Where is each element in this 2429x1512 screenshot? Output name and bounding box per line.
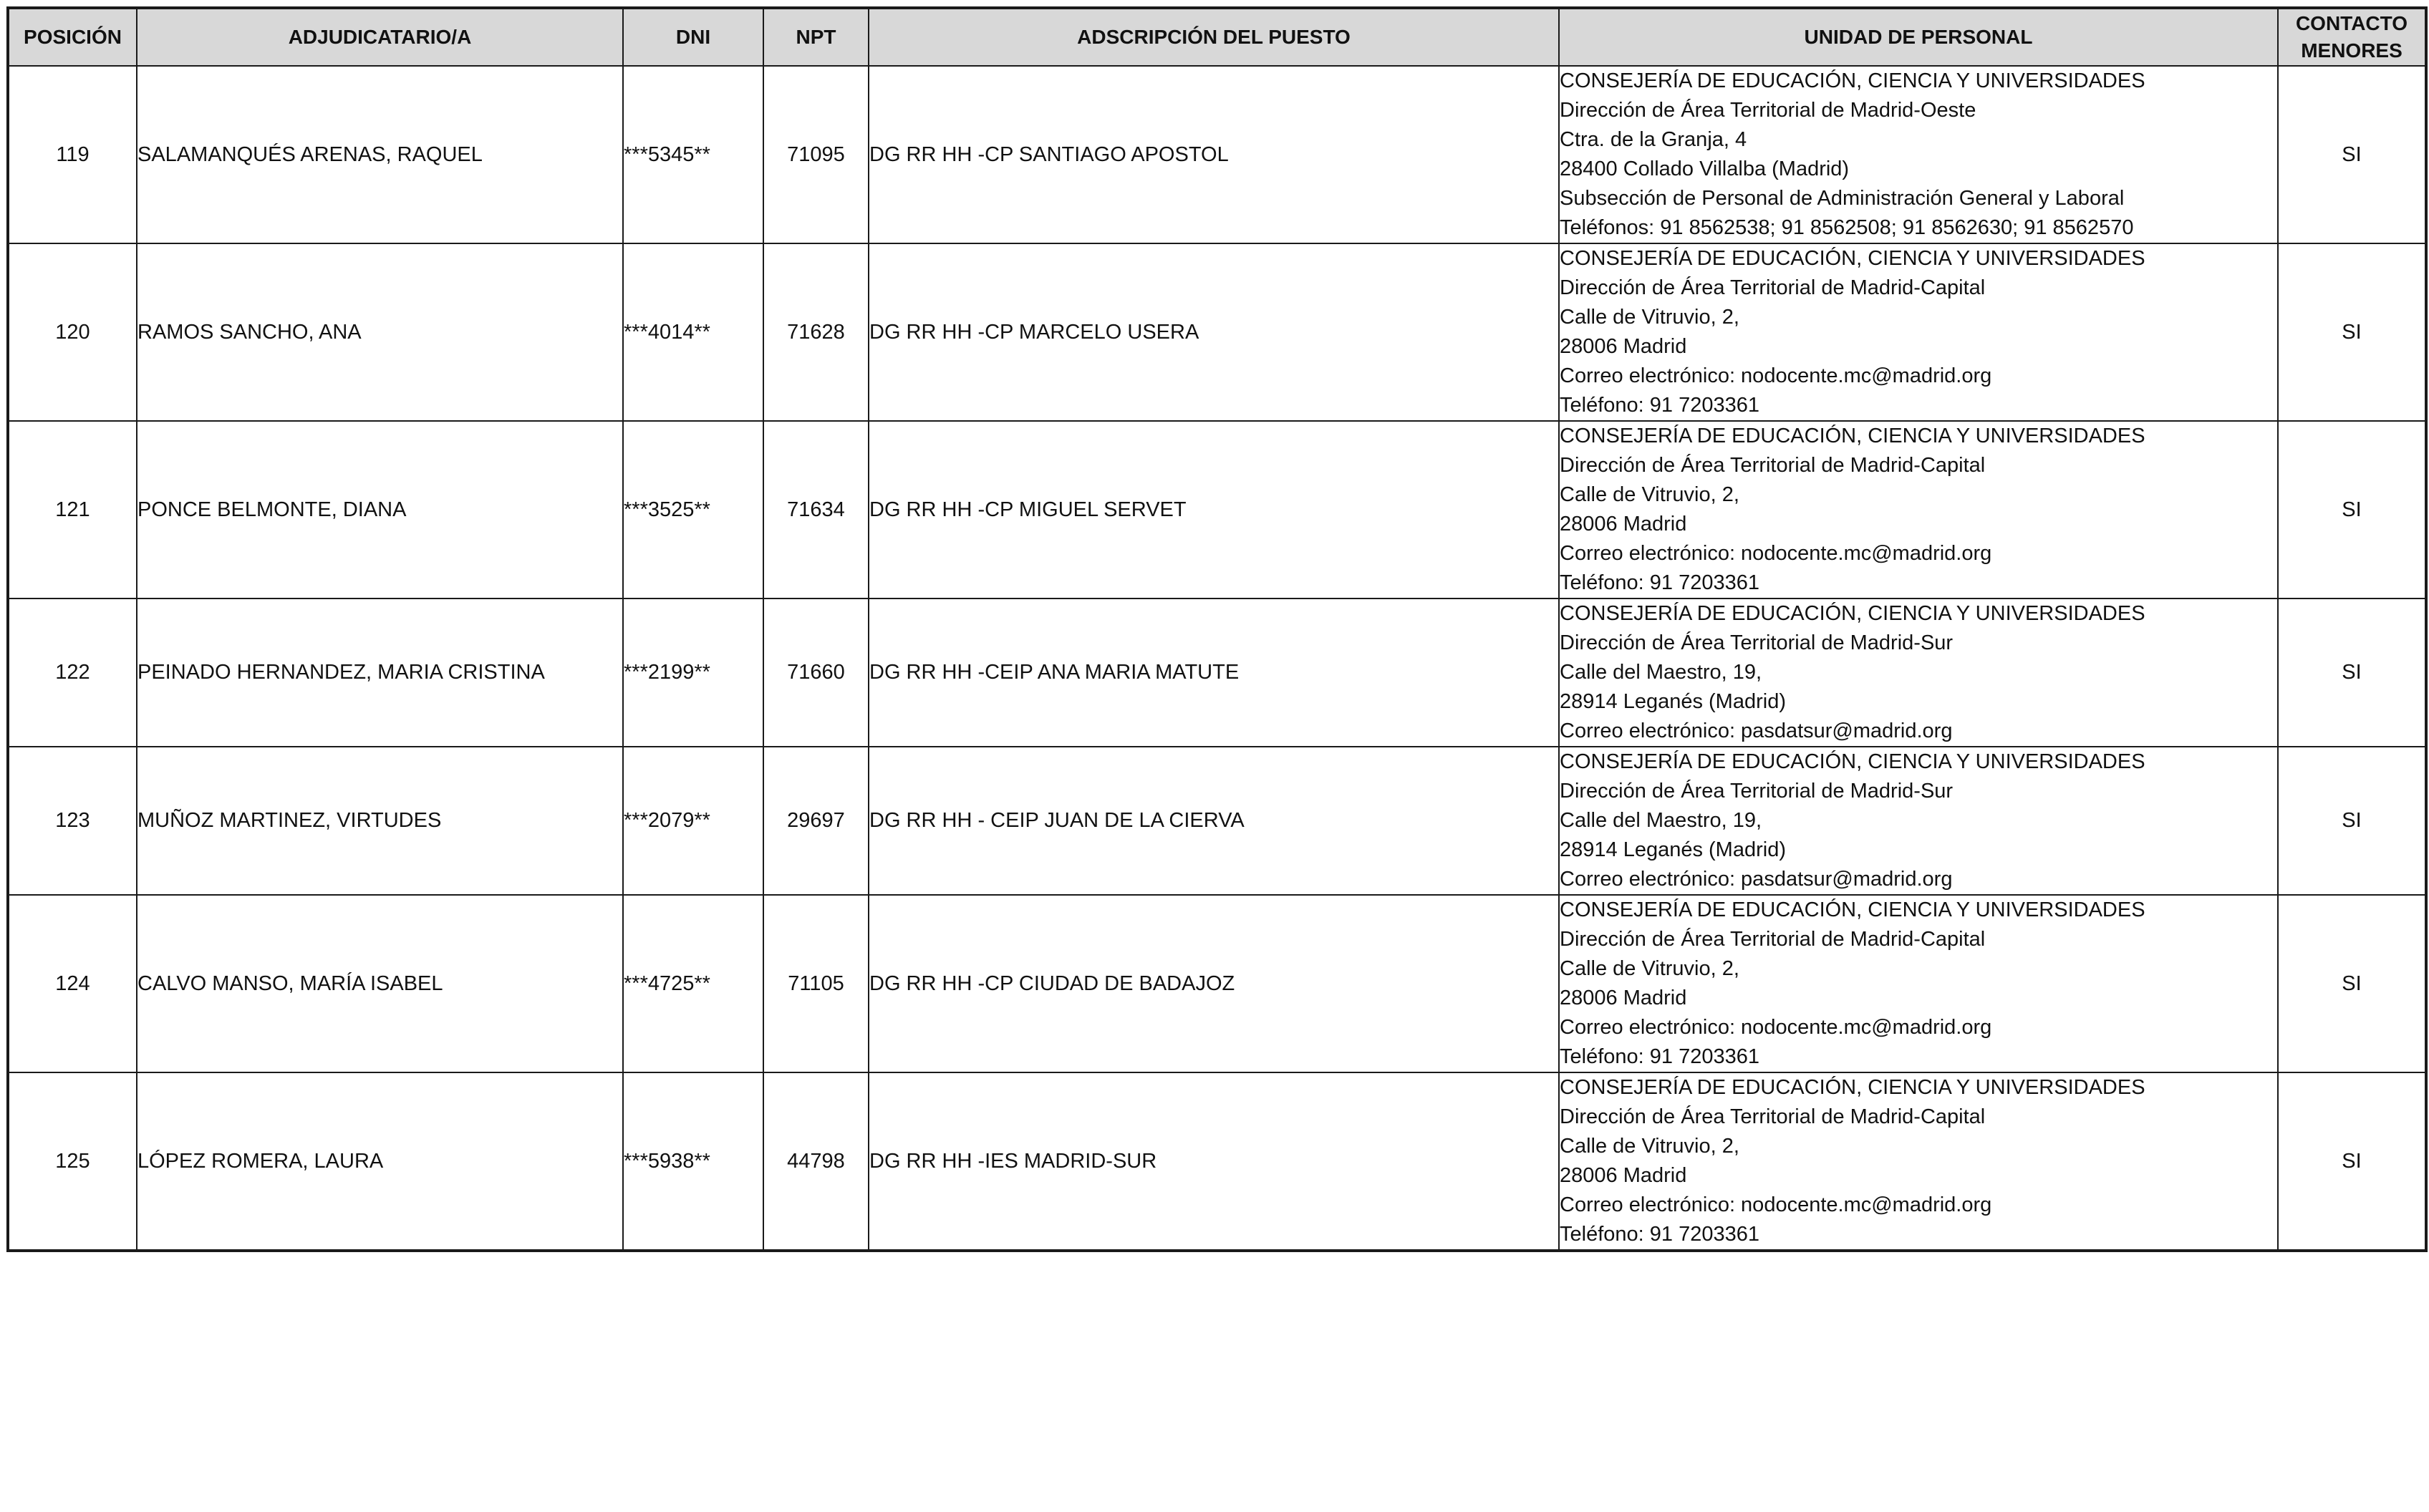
unidad-line: Correo electrónico: pasdatsur@madrid.org (1560, 719, 1953, 742)
cell-posicion: 123 (8, 747, 137, 895)
cell-unidad-personal (1559, 895, 2278, 1072)
unidad-line: Correo electrónico: pasdatsur@madrid.org (1560, 868, 1953, 891)
table-row (8, 66, 2426, 243)
header-adscripcion: ADSCRIPCIÓN DEL PUESTO (869, 8, 1559, 66)
unidad-line: Teléfono: 91 7203361 (1560, 1045, 1759, 1068)
cell-contacto-menores: SI (2278, 1072, 2426, 1251)
unidad-line: Teléfono: 91 7203361 (1560, 1223, 1759, 1246)
unidad-line: CONSEJERÍA DE EDUCACIÓN, CIENCIA Y UNIVERSIDADES (1560, 69, 2145, 92)
cell-adscripcion: DG RR HH -CP CIUDAD DE BADAJOZ (869, 895, 1559, 1072)
cell-adscripcion: DG RR HH - CEIP JUAN DE LA CIERVA (869, 747, 1559, 895)
header-contacto-line2: MENORES (2301, 39, 2403, 62)
header-dni: DNI (623, 8, 763, 66)
unidad-line: CONSEJERÍA DE EDUCACIÓN, CIENCIA Y UNIVERSIDADES (1560, 898, 2145, 921)
unidad-line: Calle de Vitruvio, 2, (1560, 306, 1739, 329)
unidad-line: 28400 Collado Villalba (Madrid) (1560, 158, 1850, 180)
cell-adscripcion: DG RR HH -CEIP ANA MARIA MATUTE (869, 598, 1559, 747)
unidad-line: Correo electrónico: nodocente.mc@madrid.org (1560, 1016, 1992, 1039)
cell-npt: 71628 (763, 243, 869, 421)
unidad-line: CONSEJERÍA DE EDUCACIÓN, CIENCIA Y UNIVERSIDADES (1560, 247, 2145, 270)
unidad-line: CONSEJERÍA DE EDUCACIÓN, CIENCIA Y UNIVERSIDADES (1560, 425, 2145, 447)
unidad-line: Correo electrónico: nodocente.mc@madrid.org (1560, 542, 1992, 565)
unidad-line: CONSEJERÍA DE EDUCACIÓN, CIENCIA Y UNIVERSIDADES (1560, 750, 2145, 773)
cell-adjudicatario: PEINADO HERNANDEZ, MARIA CRISTINA (137, 598, 623, 747)
assignments-table (6, 6, 2428, 1252)
cell-unidad-personal (1559, 66, 2278, 243)
unidad-line: Calle de Vitruvio, 2, (1560, 957, 1739, 980)
cell-unidad-personal (1559, 421, 2278, 598)
cell-npt: 44798 (763, 1072, 869, 1251)
cell-npt: 71105 (763, 895, 869, 1072)
unidad-line: Ctra. de la Granja, 4 (1560, 128, 1747, 151)
header-contacto-menores (2278, 8, 2426, 66)
cell-adjudicatario: RAMOS SANCHO, ANA (137, 243, 623, 421)
unidad-line: Dirección de Área Territorial de Madrid-Capital (1560, 454, 1986, 477)
cell-unidad-personal (1559, 747, 2278, 895)
cell-posicion: 125 (8, 1072, 137, 1251)
unidad-line: Calle de Vitruvio, 2, (1560, 483, 1739, 506)
header-npt: NPT (763, 8, 869, 66)
cell-unidad-personal (1559, 243, 2278, 421)
unidad-line: 28914 Leganés (Madrid) (1560, 838, 1786, 861)
cell-adscripcion: DG RR HH -IES MADRID-SUR (869, 1072, 1559, 1251)
unidad-line: Teléfono: 91 7203361 (1560, 394, 1759, 417)
unidad-line: Calle de Vitruvio, 2, (1560, 1135, 1739, 1158)
unidad-line: Dirección de Área Territorial de Madrid-Capital (1560, 928, 1986, 951)
unidad-line: Calle del Maestro, 19, (1560, 661, 1762, 684)
unidad-line: Dirección de Área Territorial de Madrid-Oeste (1560, 99, 1976, 122)
cell-adscripcion: DG RR HH -CP MIGUEL SERVET (869, 421, 1559, 598)
unidad-line: 28006 Madrid (1560, 987, 1687, 1009)
cell-adjudicatario: LÓPEZ ROMERA, LAURA (137, 1072, 623, 1251)
cell-unidad-personal (1559, 1072, 2278, 1251)
cell-contacto-menores: SI (2278, 598, 2426, 747)
unidad-line: Calle del Maestro, 19, (1560, 809, 1762, 832)
unidad-line: Teléfonos: 91 8562538; 91 8562508; 91 8562630; 91 8562570 (1560, 216, 2134, 239)
unidad-line: 28006 Madrid (1560, 1164, 1687, 1187)
cell-dni: ***5938** (623, 1072, 763, 1251)
cell-contacto-menores: SI (2278, 421, 2426, 598)
cell-dni: ***5345** (623, 66, 763, 243)
unidad-line: Dirección de Área Territorial de Madrid-Sur (1560, 631, 1954, 654)
cell-npt: 71660 (763, 598, 869, 747)
cell-adjudicatario: SALAMANQUÉS ARENAS, RAQUEL (137, 66, 623, 243)
header-row (8, 8, 2426, 66)
cell-posicion: 121 (8, 421, 137, 598)
cell-posicion: 122 (8, 598, 137, 747)
cell-posicion: 124 (8, 895, 137, 1072)
cell-npt: 71095 (763, 66, 869, 243)
table-row (8, 747, 2426, 895)
unidad-line: Dirección de Área Territorial de Madrid-Capital (1560, 1105, 1986, 1128)
unidad-line: 28006 Madrid (1560, 335, 1687, 358)
cell-contacto-menores: SI (2278, 66, 2426, 243)
table-row (8, 243, 2426, 421)
unidad-line: Dirección de Área Territorial de Madrid-Sur (1560, 780, 1954, 803)
cell-adscripcion: DG RR HH -CP MARCELO USERA (869, 243, 1559, 421)
unidad-line: Teléfono: 91 7203361 (1560, 571, 1759, 594)
cell-posicion: 120 (8, 243, 137, 421)
unidad-line: CONSEJERÍA DE EDUCACIÓN, CIENCIA Y UNIVERSIDADES (1560, 1076, 2145, 1099)
cell-adjudicatario: PONCE BELMONTE, DIANA (137, 421, 623, 598)
table-row (8, 421, 2426, 598)
cell-adjudicatario: CALVO MANSO, MARÍA ISABEL (137, 895, 623, 1072)
cell-dni: ***4014** (623, 243, 763, 421)
cell-npt: 29697 (763, 747, 869, 895)
cell-dni: ***2079** (623, 747, 763, 895)
cell-contacto-menores: SI (2278, 243, 2426, 421)
unidad-line: 28006 Madrid (1560, 513, 1687, 536)
header-posicion: POSICIÓN (8, 8, 137, 66)
cell-posicion: 119 (8, 66, 137, 243)
cell-unidad-personal (1559, 598, 2278, 747)
cell-adjudicatario: MUÑOZ MARTINEZ, VIRTUDES (137, 747, 623, 895)
cell-adscripcion: DG RR HH -CP SANTIAGO APOSTOL (869, 66, 1559, 243)
unidad-line: Correo electrónico: nodocente.mc@madrid.org (1560, 364, 1992, 387)
unidad-line: Dirección de Área Territorial de Madrid-Capital (1560, 276, 1986, 299)
header-contacto-line1: CONTACTO (2295, 12, 2408, 34)
table-row (8, 1072, 2426, 1251)
cell-dni: ***4725** (623, 895, 763, 1072)
header-unidad: UNIDAD DE PERSONAL (1559, 8, 2278, 66)
unidad-line: Correo electrónico: nodocente.mc@madrid.org (1560, 1193, 1992, 1216)
cell-dni: ***2199** (623, 598, 763, 747)
cell-contacto-menores: SI (2278, 895, 2426, 1072)
unidad-line: 28914 Leganés (Madrid) (1560, 690, 1786, 713)
header-adjudicatario: ADJUDICATARIO/A (137, 8, 623, 66)
cell-dni: ***3525** (623, 421, 763, 598)
unidad-line: Subsección de Personal de Administración General y Laboral (1560, 187, 2125, 210)
cell-contacto-menores: SI (2278, 747, 2426, 895)
table-row (8, 895, 2426, 1072)
table-body (8, 66, 2426, 1251)
unidad-line: CONSEJERÍA DE EDUCACIÓN, CIENCIA Y UNIVERSIDADES (1560, 602, 2145, 625)
table-row (8, 598, 2426, 747)
cell-npt: 71634 (763, 421, 869, 598)
